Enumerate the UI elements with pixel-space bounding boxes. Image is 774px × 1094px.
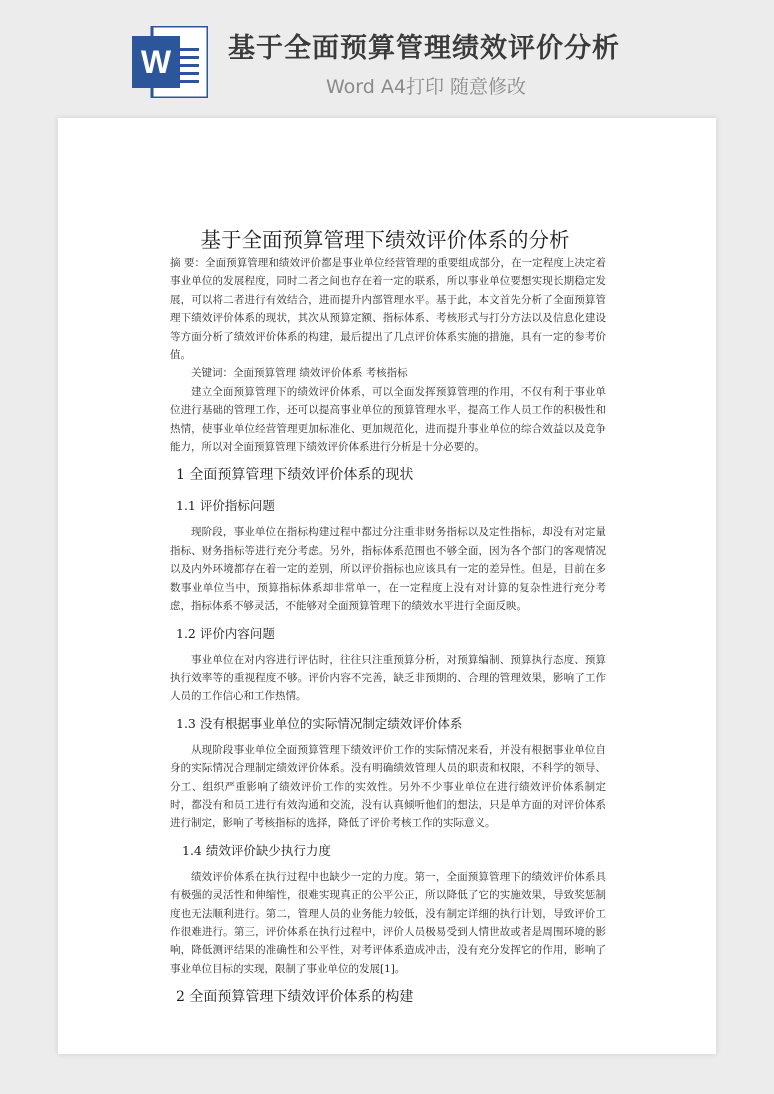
subsection-1-3-text: 从现阶段事业单位全面预算管理下绩效评价工作的实际情况来看，并没有根据事业单位自身的实际情况合理制定绩效评价体系。没有明确绩效管理人员的职责和权限，不科学的领导、分工、组织严重影响了绩效评价工作的实效性。另外不少事业单位在进行绩效评价体系制定时，都没有和员工进行有效沟通和交流，没有认真倾听他们的想法，只是单方面的对评价体系进行制定，影响了考核指标的选择，降低了评价考核工作的实际意义。 [170, 743, 606, 830]
subsection-1-1-heading: 1.1 评价指标问题 [176, 498, 275, 514]
header-banner [0, 0, 774, 108]
section-1-heading: 1 全面预算管理下绩效评价体系的现状 [176, 467, 414, 484]
subsection-1-2-heading: 1.2 评价内容问题 [176, 625, 275, 641]
abstract-paragraph: 摘 要：全面预算管理和绩效评价都是事业单位经营管理的重要组成部分，在一定程度上决定着事业单位的发展程度，同时二者之间也存在着一定的联系，所以事业单位要想实现长期稳定发展，可以将二者进行有效结合，进而提升内部管理水平。基于此，本文首先分析了全面预算管理下绩效评价体系的现状，其次从预算定额、指标体系、考核形式与打分方法以及信息化建设等方面分析了绩效评价体系的构建，最后提出了几点评价体系实施的措施，具有一定的参考价值。 [170, 257, 606, 362]
header-title: 基于全面预算管理绩效评价分析 [228, 33, 620, 64]
subsection-1-2-text: 事业单位在对内容进行评估时，往往只注重预算分析，对预算编制、预算执行态度、预算执行效率等的重视程度不够。评价内容不完善，缺乏非预期的、合理的管理效果，影响了工作人员的工作信心和工作热情。 [170, 653, 606, 703]
section-2-heading: 2 全面预算管理下绩效评价体系的构建 [176, 989, 414, 1006]
document-page [58, 118, 716, 1054]
word-document-icon [132, 26, 208, 98]
subsection-1-3-heading: 1.3 没有根据事业单位的实际情况制定绩效评价体系 [176, 715, 463, 731]
subsection-1-4-heading: 1.4 绩效评价缺少执行力度 [182, 842, 331, 858]
document-title: 基于全面预算管理下绩效评价体系的分析 [200, 228, 570, 252]
word-icon-letter: W [140, 44, 172, 80]
intro-paragraph: 建立全面预算管理下的绩效评价体系，可以全面发挥预算管理的作用，不仅有利于事业单位进行基础的管理工作，还可以提高事业单位的预算管理水平，提高工作人员工作的积极性和热情，使事业单位经营管理更加标准化、更加规范化，进而提升事业单位的综合效益以及竞争能力，所以对全面预算管理下绩效评价体系进行分析是十分必要的。 [170, 385, 606, 454]
subsection-1-4-text: 绩效评价体系在执行过程中也缺少一定的力度。第一，全面预算管理下的绩效评价体系具有极强的灵活性和伸缩性，很难实现真正的公平公正，所以降低了它的实施效果，导致奖惩制度也无法顺利进行。第二，管理人员的业务能力较低，没有制定详细的执行计划，导致评价工作很难进行。第三，评价体系在执行过程中，评价人员极易受到人情世故或者是周围环境的影响，降低测评结果的准确性和公平性，对考评体系造成冲击，没有充分发挥它的作用，影响了事业单位目标的实现，限制了事业单位的发展[1]。 [170, 870, 606, 975]
subsection-1-1-text: 现阶段，事业单位在指标构建过程中都过分注重非财务指标以及定性指标，却没有对定量指标、财务指标等进行充分考虑。另外，指标体系范围也不够全面，因为各个部门的客观情况以及内外环境都存在着一定的差别，所以评价指标也应该具有一定的差异性。但是，目前在多数事业单位当中，预算指标体系却非常单一，在一定程度上没有对计算的复杂性进行充分考虑，指标体系不够灵活，不能够对全面预算管理下的绩效水平进行全面反映。 [170, 526, 606, 613]
header-subtitle: Word A4打印 随意修改 [326, 76, 527, 98]
keywords-line: 关键词：全面预算管理 绩效评价体系 考核指标 [191, 367, 408, 380]
document-content [170, 226, 606, 1019]
